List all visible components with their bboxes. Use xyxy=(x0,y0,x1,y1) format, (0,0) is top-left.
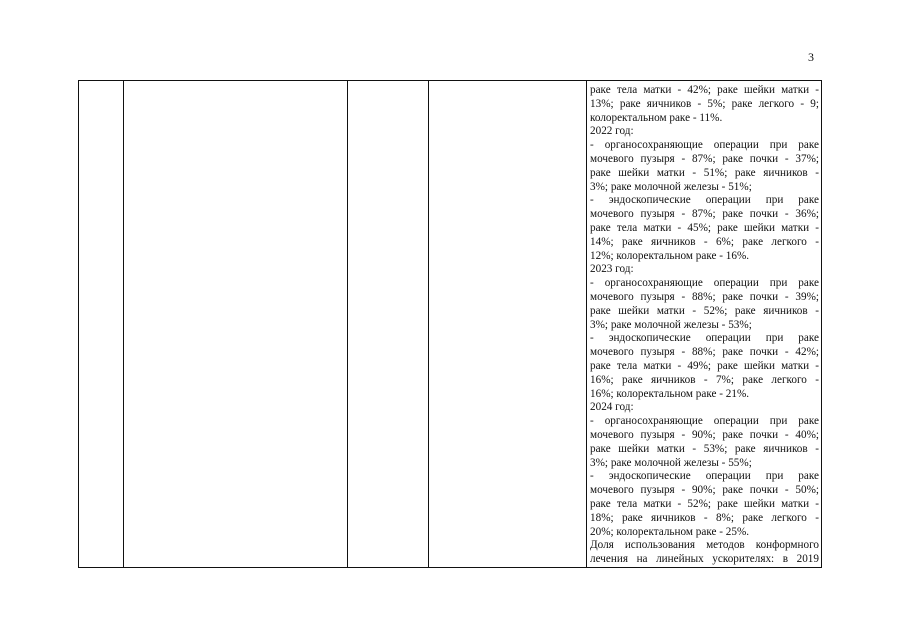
cell-text-line: раке шейки матки - 52%; раке яичников - xyxy=(590,304,819,317)
cell-text-line: лечения на линейных ускорителях: в 2019 xyxy=(590,553,819,566)
cell-text-line: 20%; колоректальном раке - 25%. xyxy=(590,525,750,538)
cell-text-line: мочевого пузыря - 88%; раке почки - 39%; xyxy=(590,290,819,303)
cell-text-line: раке тела матки - 42%; раке шейки матки - xyxy=(590,84,819,96)
cell-text-line: 13%; раке яичников - 5%; раке легкого - 9; xyxy=(590,97,819,110)
cell-text-line: 16%; раке яичников - 7%; раке легкого - xyxy=(590,373,819,386)
cell-text-line: раке тела матки - 49%; раке шейки матки - xyxy=(590,359,819,372)
cell-text-line: 12%; колоректальном раке - 16%. xyxy=(590,249,750,262)
cell-text-line: мочевого пузыря - 90%; раке почки - 50%; xyxy=(590,484,819,497)
cell-text-line: 2024 год: xyxy=(590,401,634,414)
table-column-4 xyxy=(429,81,587,567)
cell-text-line: раке тела матки - 45%; раке шейки матки - xyxy=(590,221,819,234)
cell-text-line: 2022 год: xyxy=(590,125,634,138)
cell-text-line: 3%; раке молочной железы - 53%; xyxy=(590,318,752,331)
cell-text-line: мочевого пузыря - 87%; раке почки - 37%; xyxy=(590,152,819,165)
cell-text-line: колоректальном раке - 11%. xyxy=(590,111,723,124)
cell-text-line: раке шейки матки - 53%; раке яичников - xyxy=(590,442,819,455)
cell-text-line: мочевого пузыря - 88%; раке почки - 42%; xyxy=(590,346,819,359)
cell-text-line: Доля использования методов конформного xyxy=(590,539,819,552)
table-column-2 xyxy=(124,81,348,567)
cell-text-line: - эндоскопические операции при раке xyxy=(590,470,819,483)
cell-text-line: 2023 год: xyxy=(590,263,634,276)
cell-text-line: раке тела матки - 52%; раке шейки матки - xyxy=(590,497,819,510)
table-column-1 xyxy=(79,81,124,567)
cell-text-line: 3%; раке молочной железы - 55%; xyxy=(590,456,752,469)
cell-text-line: раке шейки матки - 51%; раке яичников - xyxy=(590,166,819,179)
cell-text-line: 18%; раке яичников - 8%; раке легкого - xyxy=(590,511,819,524)
table-column-5-text-cell xyxy=(587,81,821,567)
cell-text-line: - эндоскопические операции при раке xyxy=(590,194,819,207)
page-number: 3 xyxy=(808,50,814,64)
cell-text-line: 14%; раке яичников - 6%; раке легкого - xyxy=(590,235,819,248)
table-column-3 xyxy=(348,81,429,567)
cell-text-line: мочевого пузыря - 90%; раке почки - 40%; xyxy=(590,428,819,441)
cell-text-line: - органосохраняющие операции при раке xyxy=(590,415,819,428)
cell-text-line: мочевого пузыря - 87%; раке почки - 36%; xyxy=(590,208,819,221)
document-table xyxy=(78,80,822,568)
cell-text-line: - органосохраняющие операции при раке xyxy=(590,277,819,290)
cell-text-line: - органосохраняющие операции при раке xyxy=(590,139,819,152)
cell-text-line: 16%; колоректальном раке - 21%. xyxy=(590,387,750,400)
cell-text-line: - эндоскопические операции при раке xyxy=(590,332,819,345)
cell-text-line: 3%; раке молочной железы - 51%; xyxy=(590,180,752,193)
